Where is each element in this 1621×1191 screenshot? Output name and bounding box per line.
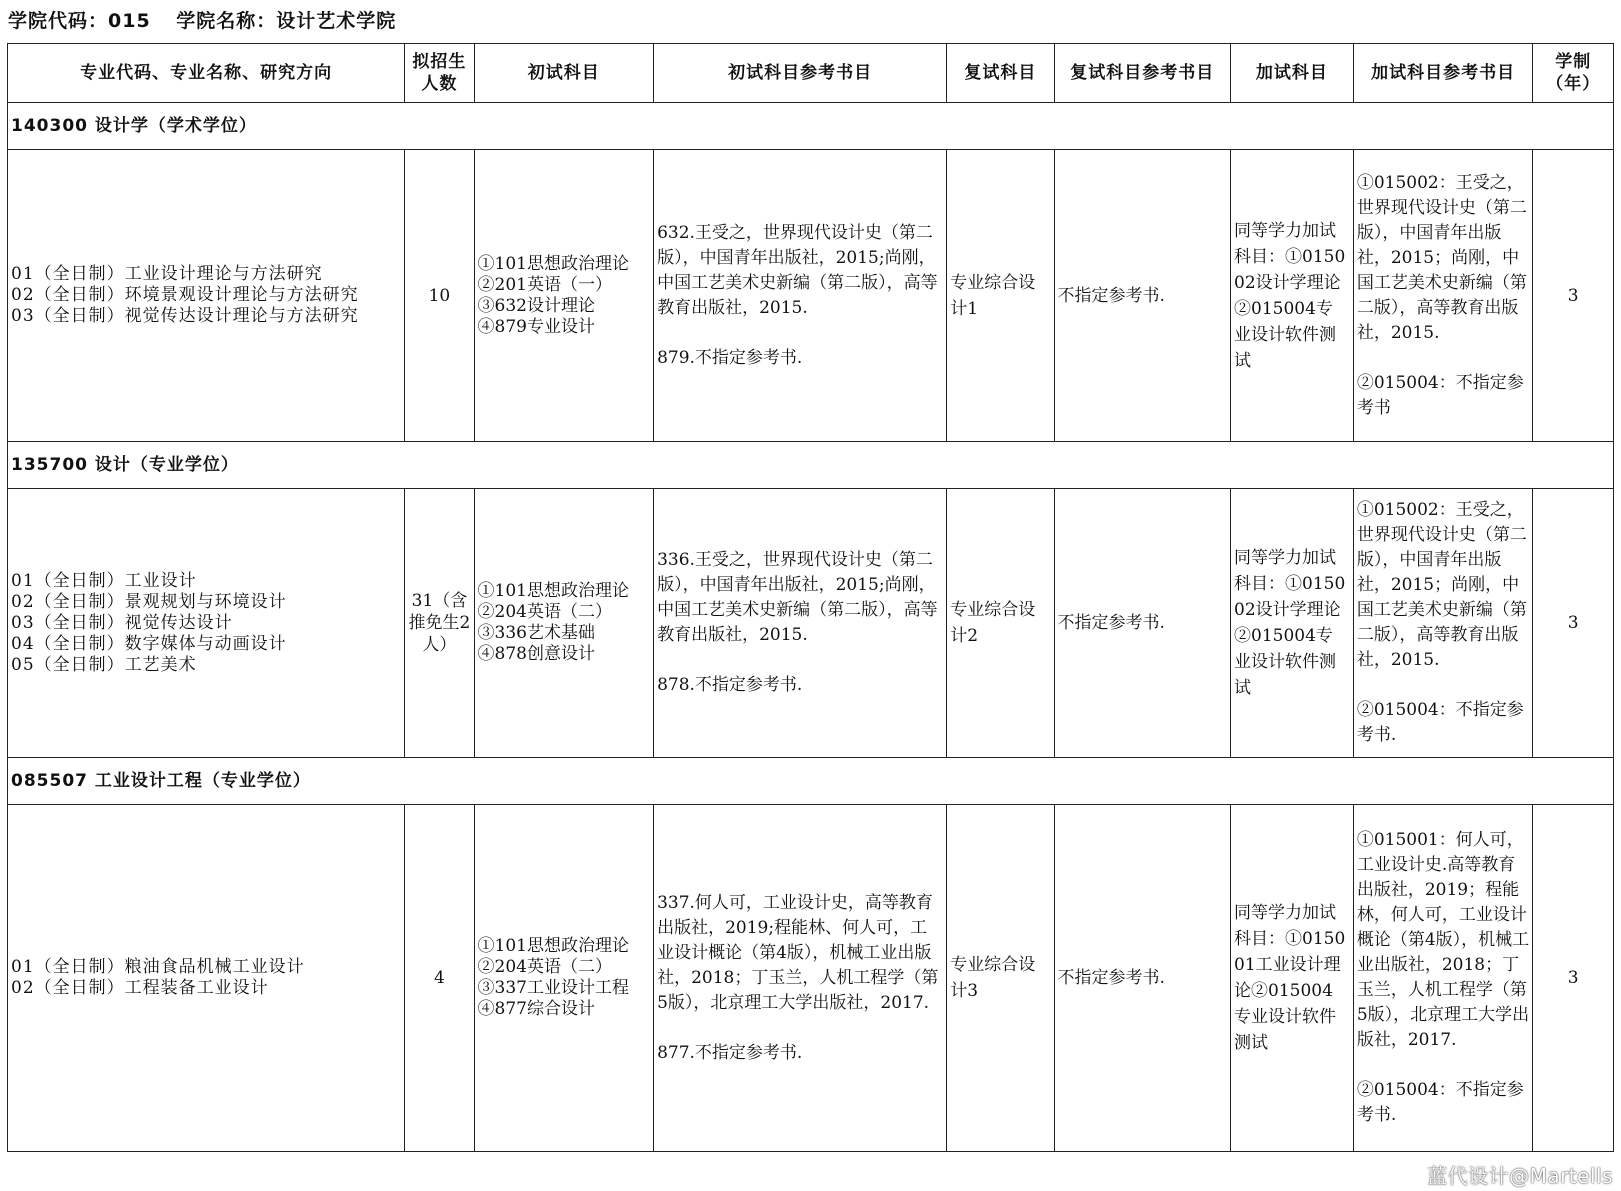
retest-books-cell: 不指定参考书. bbox=[1054, 489, 1230, 758]
retest-books-cell: 不指定参考书. bbox=[1054, 805, 1230, 1152]
extra-cell: 同等学力加试科目：①015001工业设计理论②015004专业设计软件测试 bbox=[1231, 805, 1354, 1152]
extra-book-entry: ①015001：何人可，工业设计史.高等教育出版社，2019；程能林，何人可，工业设计概论（第4版），机械工业出版社，2018；丁玉兰，人机工程学（第5版），北京理工大学出版社，2017. bbox=[1356, 830, 1530, 1050]
header-major: 专业代码、专业名称、研究方向 bbox=[8, 44, 405, 103]
header-prelim: 初试科目 bbox=[474, 44, 654, 103]
book-entry: 879.不指定参考书. bbox=[657, 347, 803, 368]
extra-book-entry: ①015002：王受之，世界现代设计史（第二版），中国青年出版社，2015；尚刚，中国工艺美术史新编（第二版），高等教育出版社，2015. bbox=[1356, 172, 1527, 343]
spacer bbox=[657, 1016, 943, 1041]
admissions-table bbox=[7, 43, 1614, 1152]
section-row bbox=[8, 758, 1614, 805]
table-row bbox=[8, 150, 1614, 442]
direction-item: 01（全日制）粮油食品机械工业设计 bbox=[11, 957, 305, 977]
direction-item: 02（全日制）景观规划与环境设计 bbox=[11, 591, 287, 612]
years-cell: 3 bbox=[1533, 489, 1614, 758]
section-row bbox=[8, 103, 1614, 150]
quota-cell: 31（含推免生2人） bbox=[405, 489, 474, 758]
directions-cell bbox=[8, 150, 405, 442]
header-prelim-books: 初试科目参考书目 bbox=[654, 44, 947, 103]
header-extra: 加试科目 bbox=[1231, 44, 1354, 103]
retest-cell: 专业综合设计1 bbox=[947, 150, 1054, 442]
subject-item: ④878创意设计 bbox=[477, 644, 595, 664]
header-retest-books: 复试科目参考书目 bbox=[1054, 44, 1230, 103]
retest-books-cell: 不指定参考书. bbox=[1054, 150, 1230, 442]
direction-item: 04（全日制）数字媒体与动画设计 bbox=[11, 633, 287, 654]
watermark: 蓝代设计@Martells bbox=[1427, 1164, 1613, 1188]
table-row bbox=[8, 489, 1614, 758]
table-row bbox=[8, 805, 1614, 1152]
extra-book-entry: ②015004：不指定参考书. bbox=[1356, 700, 1524, 745]
subject-item: ①101思想政治理论 bbox=[477, 936, 629, 956]
direction-item: 05（全日制）工艺美术 bbox=[11, 654, 197, 675]
header-row bbox=[8, 44, 1614, 103]
spacer bbox=[1357, 1053, 1530, 1078]
subject-item: ③337工业设计工程 bbox=[477, 978, 629, 998]
extra-book-entry: ②015004：不指定参考书 bbox=[1356, 372, 1524, 418]
spacer bbox=[1357, 673, 1530, 698]
extra-books-cell bbox=[1353, 150, 1533, 442]
section-title: 135700 设计（专业学位） bbox=[8, 442, 1614, 489]
extra-book-entry: ①015002：王受之，世界现代设计史（第二版），中国青年出版社，2015；尚刚，中国工艺美术史新编（第二版），高等教育出版社，2015. bbox=[1356, 500, 1527, 670]
direction-item: 03（全日制）视觉传达设计理论与方法研究 bbox=[11, 306, 359, 326]
prelim-books-cell bbox=[654, 805, 947, 1152]
extra-book-entry: ②015004：不指定参考书. bbox=[1356, 1080, 1524, 1125]
subject-item: ②204英语（二） bbox=[477, 957, 612, 977]
quota-cell: 10 bbox=[405, 150, 474, 442]
extra-books-cell bbox=[1353, 489, 1533, 758]
retest-cell: 专业综合设计3 bbox=[947, 805, 1054, 1152]
section-title: 085507 工业设计工程（专业学位） bbox=[8, 758, 1614, 805]
book-entry: 632.王受之，世界现代设计史（第二版），中国青年出版社，2015;尚刚，中国工艺美术史新编（第二版），高等教育出版社，2015. bbox=[657, 222, 938, 318]
book-entry: 337.何人可，工业设计史，高等教育出版社，2019;程能林、何人可，工业设计概论（第4版），机械工业出版社，2018；丁玉兰，人机工程学（第5版），北京理工大学出版社，2017. bbox=[657, 892, 939, 1013]
prelim-books-cell bbox=[654, 489, 947, 758]
years-cell: 3 bbox=[1533, 150, 1614, 442]
spacer bbox=[1357, 346, 1530, 371]
college-header bbox=[8, 6, 414, 36]
extra-cell: 同等学力加试科目：①015002设计学理论②015004专业设计软件测试 bbox=[1231, 489, 1354, 758]
extra-books-cell bbox=[1353, 805, 1533, 1152]
college-code: 学院代码：015 bbox=[8, 10, 151, 32]
prelim-books-cell bbox=[654, 150, 947, 442]
extra-cell: 同等学力加试科目：①015002设计学理论②015004专业设计软件测试 bbox=[1231, 150, 1354, 442]
book-entry: 877.不指定参考书. bbox=[657, 1042, 803, 1063]
quota-cell: 4 bbox=[405, 805, 474, 1152]
spacer bbox=[657, 648, 943, 673]
years-cell: 3 bbox=[1533, 805, 1614, 1152]
directions-cell bbox=[8, 489, 405, 758]
section-title: 140300 设计学（学术学位） bbox=[8, 103, 1614, 150]
directions-cell bbox=[8, 805, 405, 1152]
direction-item: 01（全日制）工业设计理论与方法研究 bbox=[11, 264, 323, 284]
subject-item: ①101思想政治理论 bbox=[477, 581, 629, 601]
header-extra-books: 加试科目参考书目 bbox=[1353, 44, 1533, 103]
subject-item: ④879专业设计 bbox=[477, 316, 595, 337]
subject-item: ④877综合设计 bbox=[477, 999, 595, 1019]
subject-item: ③632设计理论 bbox=[477, 295, 595, 316]
subject-item: ③336艺术基础 bbox=[477, 623, 595, 643]
spacer bbox=[657, 321, 943, 346]
direction-item: 02（全日制）工程装备工业设计 bbox=[11, 978, 269, 998]
book-entry: 878.不指定参考书. bbox=[657, 675, 803, 695]
subjects-cell bbox=[474, 489, 654, 758]
subjects-cell bbox=[474, 805, 654, 1152]
subject-item: ①101思想政治理论 bbox=[477, 253, 629, 274]
subject-item: ②204英语（二） bbox=[477, 602, 612, 622]
college-name: 学院名称：设计艺术学院 bbox=[176, 10, 397, 32]
header-retest: 复试科目 bbox=[947, 44, 1054, 103]
subject-item: ②201英语（一） bbox=[477, 274, 612, 295]
subjects-cell bbox=[474, 150, 654, 442]
retest-cell: 专业综合设计2 bbox=[947, 489, 1054, 758]
header-years: 学制（年） bbox=[1533, 44, 1614, 103]
direction-item: 01（全日制）工业设计 bbox=[11, 570, 197, 591]
section-row bbox=[8, 442, 1614, 489]
book-entry: 336.王受之，世界现代设计史（第二版），中国青年出版社，2015;尚刚，中国工艺美术史新编（第二版），高等教育出版社，2015. bbox=[657, 550, 938, 645]
direction-item: 03（全日制）视觉传达设计 bbox=[11, 612, 233, 633]
direction-item: 02（全日制）环境景观设计理论与方法研究 bbox=[11, 285, 359, 305]
header-quota: 拟招生人数 bbox=[405, 44, 474, 103]
